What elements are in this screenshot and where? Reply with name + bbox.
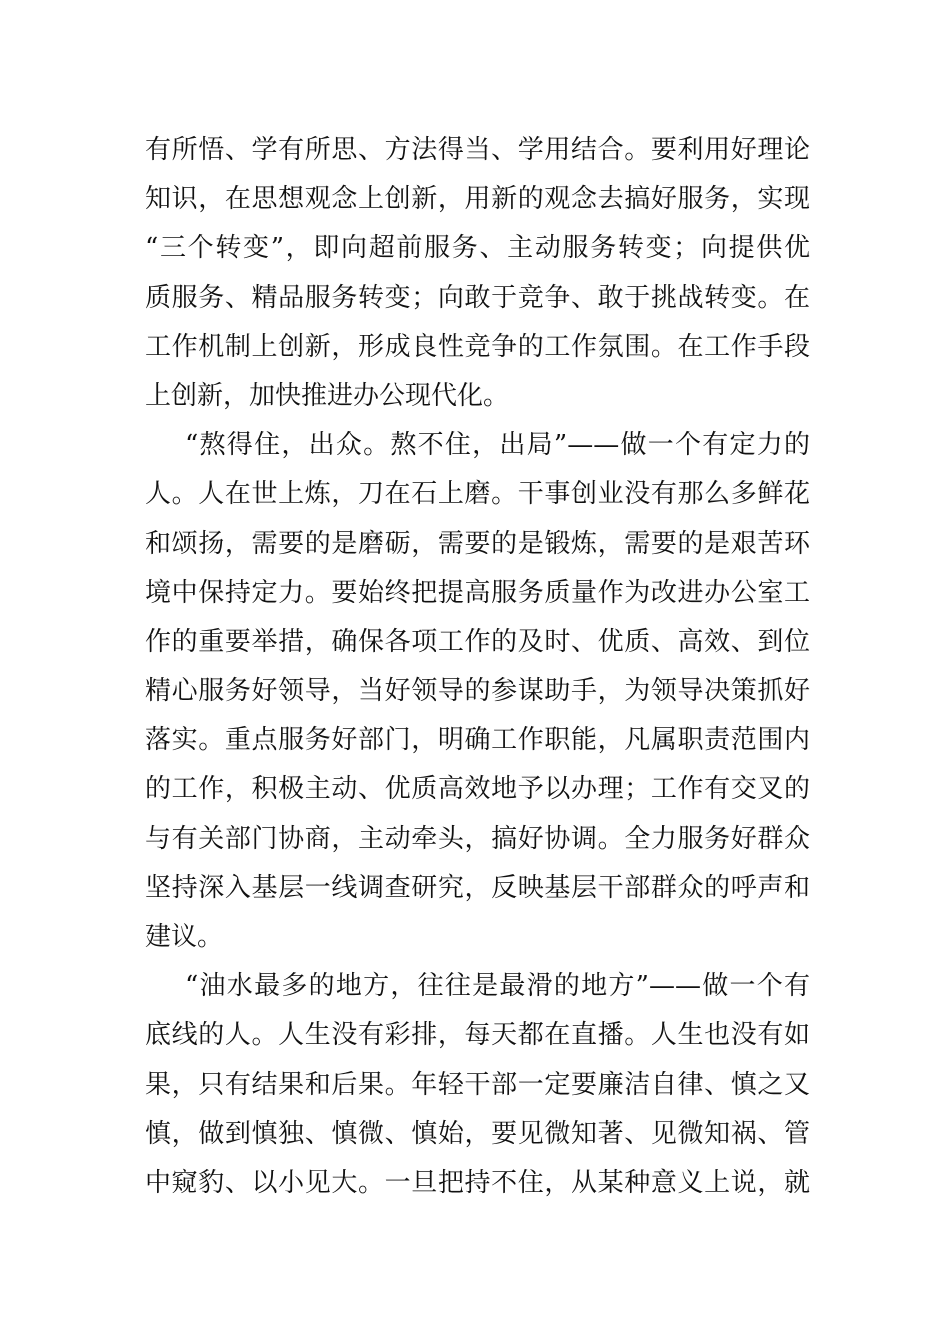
document-body — [145, 126, 810, 1208]
text-line: 建议。 — [145, 922, 224, 952]
text-line: 知识，在思想观念上创新，用新的观念去搞好服务，实现 — [145, 184, 810, 215]
text-line: 人。人在世上炼，刀在石上磨。干事创业没有那么多鲜花 — [145, 479, 810, 510]
text-line: 作的重要举措，确保各项工作的及时、优质、高效、到位 — [145, 626, 810, 657]
text-line: 和颂扬，需要的是磨砺，需要的是锻炼，需要的是艰苦环 — [145, 528, 810, 559]
text-line: 果，只有结果和后果。年轻干部一定要廉洁自律、慎之又 — [145, 1069, 810, 1100]
text-line: 有所悟、学有所思、方法得当、学用结合。要利用好理论 — [145, 135, 810, 165]
text-line: 精心服务好领导，当好领导的参谋助手，为领导决策抓好 — [145, 676, 810, 707]
text-line: 的工作，积极主动、优质高效地予以办理；工作有交叉的 — [145, 774, 810, 805]
text-line: 坚持深入基层一线调查研究，反映基层干部群众的呼声和 — [145, 872, 810, 903]
paragraph-first-line: “熬得住，出众。熬不住，出局”——做一个有定力的 — [185, 430, 810, 461]
text-line: 慎，做到慎独、慎微、慎始，要见微知著、见微知祸、管 — [145, 1118, 810, 1149]
text-line: 上创新，加快推进办公现代化。 — [145, 380, 510, 411]
text-line: “三个转变”，即向超前服务、主动服务转变；向提供优 — [145, 233, 810, 264]
text-line: 与有关部门协商，主动牵头，搞好协调。全力服务好群众 — [145, 823, 810, 854]
text-line: 工作机制上创新，形成良性竞争的工作氛围。在工作手段 — [145, 331, 810, 362]
text-line: 底线的人。人生没有彩排，每天都在直播。人生也没有如 — [145, 1020, 810, 1051]
text-line: 落实。重点服务好部门，明确工作职能，凡属职责范围内 — [145, 725, 810, 756]
paragraph-first-line: “油水最多的地方，往往是最滑的地方”——做一个有 — [185, 971, 810, 1002]
text-line: 质服务、精品服务转变；向敢于竞争、敢于挑战转变。在 — [145, 282, 810, 313]
text-line: 中窥豹、以小见大。一旦把持不住，从某种意义上说，就 — [145, 1167, 810, 1198]
text-line: 境中保持定力。要始终把提高服务质量作为改进办公室工 — [145, 577, 810, 608]
